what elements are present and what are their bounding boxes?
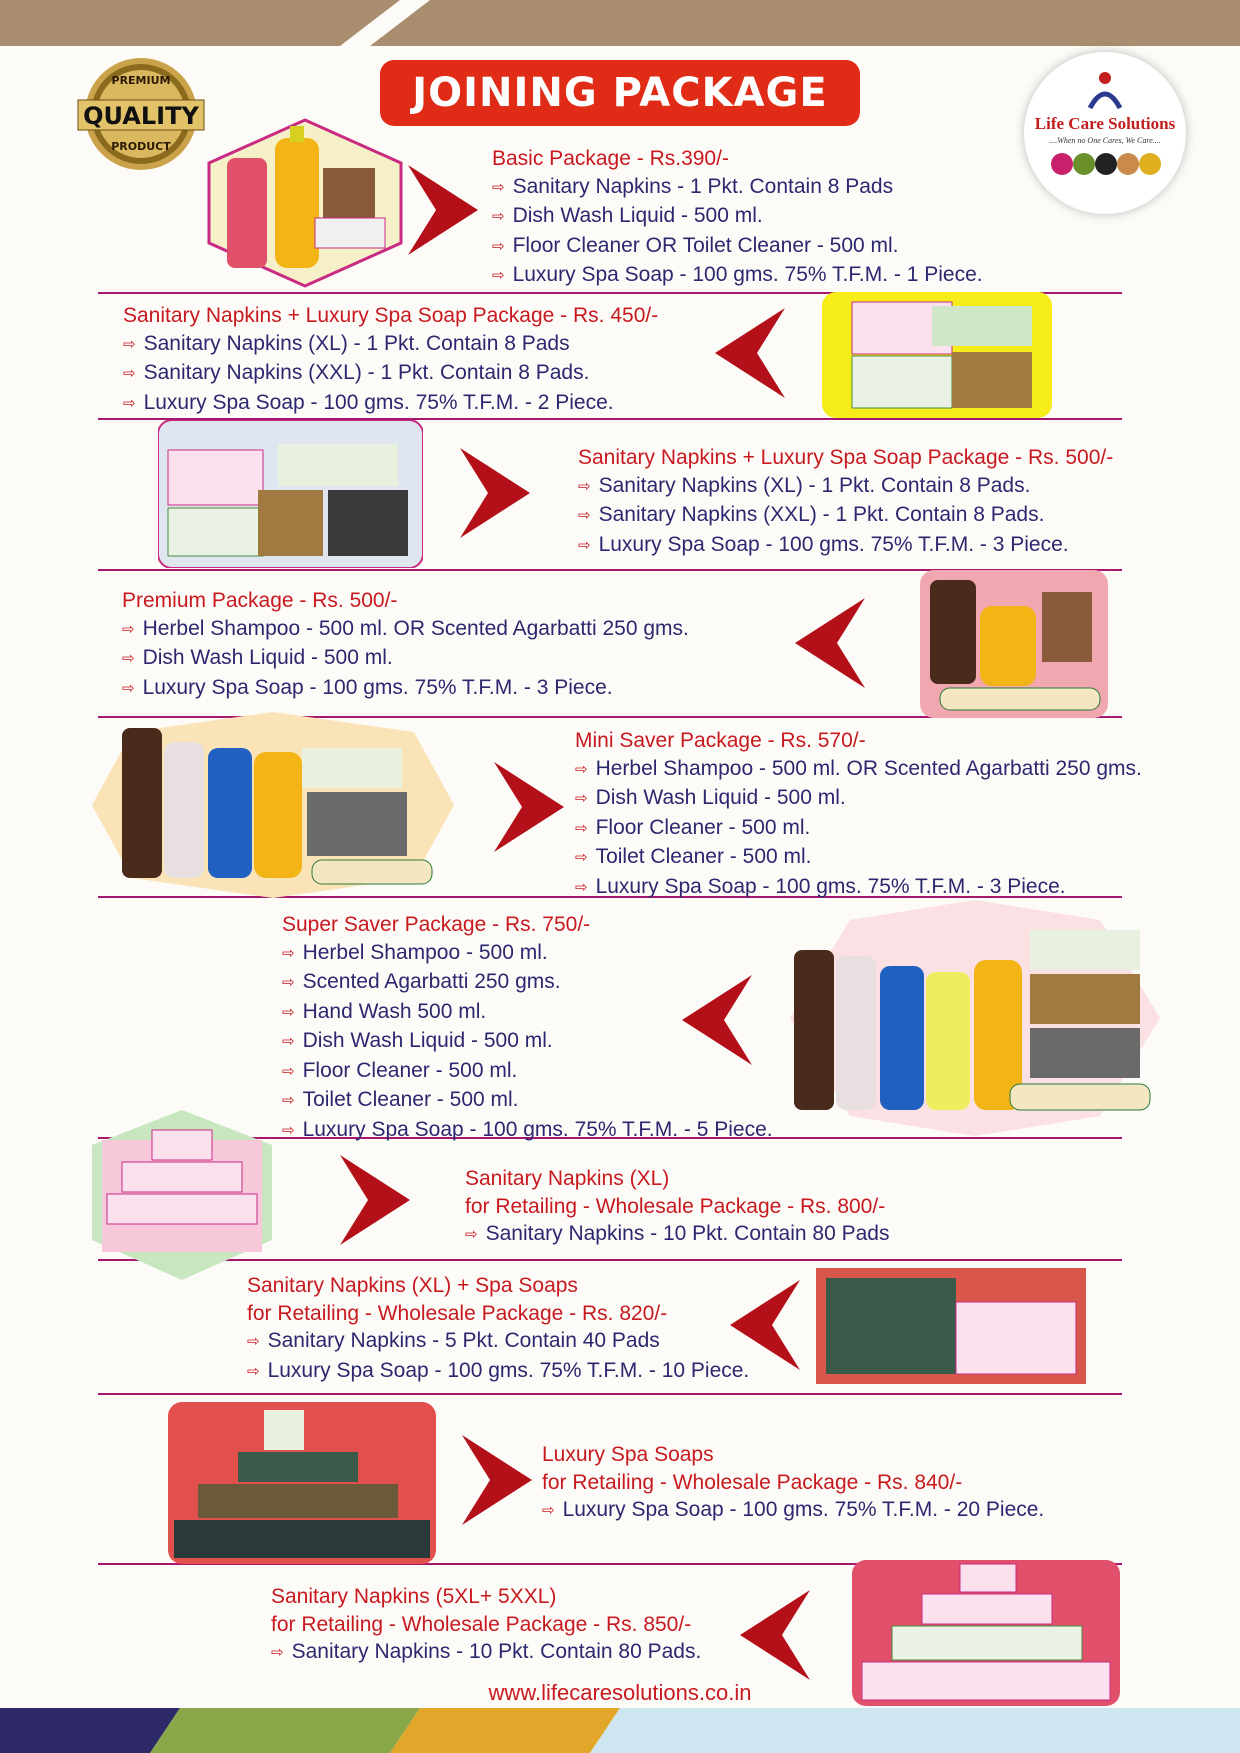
package-item: ⇨ Sanitary Napkins (XL) - 1 Pkt. Contain 8 Pads	[123, 331, 570, 355]
package-premium	[122, 587, 689, 703]
logo-figure-icon	[1084, 70, 1126, 112]
arrow-right-icon	[408, 165, 478, 255]
product-photo-sn-spa-retail	[816, 1268, 1086, 1384]
package-item: ⇨ Sanitary Napkins (XXL) - 1 Pkt. Contain 8 Pads.	[123, 361, 590, 384]
package-sn-spa-retail	[247, 1272, 749, 1386]
package-item: ⇨ Sanitary Napkins - 1 Pkt. Contain 8 Pads	[492, 174, 894, 198]
product-photo-sn-xl-retail	[92, 1110, 272, 1280]
package-item: ⇨ Luxury Spa Soap - 100 gms. 75% T.F.M. - 3 Piece.	[578, 532, 1069, 556]
package-item: ⇨ Hand Wash 500 ml.	[282, 999, 487, 1023]
premium-quality-seal	[76, 54, 206, 174]
package-sn-5xl-retail	[271, 1583, 701, 1668]
company-logo	[1024, 52, 1186, 214]
package-item: ⇨ Sanitary Napkins - 5 Pkt. Contain 40 Pads	[247, 1329, 660, 1352]
package-subtitle: for Retailing - Wholesale Package - Rs. 800/-	[465, 1194, 886, 1218]
package-title: Basic Package - Rs.390/-	[492, 147, 729, 170]
package-item: ⇨ Dish Wash Liquid - 500 ml.	[122, 646, 393, 669]
divider	[98, 1393, 1122, 1395]
logo-name: Life Care Solutions	[1034, 114, 1176, 133]
package-item: ⇨ Luxury Spa Soap - 100 gms. 75% T.F.M. - 3 Piece.	[575, 874, 1066, 898]
top-band	[0, 0, 1240, 46]
package-spa-soaps-retail	[542, 1441, 1044, 1526]
package-item: ⇨ Luxury Spa Soap - 100 gms. 75% T.F.M. - 1 Piece.	[492, 263, 983, 286]
package-item: ⇨ Luxury Spa Soap - 100 gms. 75% T.F.M. - 20 Piece.	[542, 1498, 1045, 1521]
logo-tagline: ....When no One Cares, We Care....	[1049, 136, 1161, 145]
package-item: ⇨ Herbel Shampoo - 500 ml. OR Scented Agarbatti 250 gms.	[575, 756, 1142, 780]
seal-bottom-text: PRODUCT	[111, 140, 171, 153]
package-item: ⇨ Scented Agarbatti 250 gms.	[282, 970, 561, 993]
product-photo-basic	[205, 118, 405, 288]
package-item: ⇨ Luxury Spa Soap - 100 gms. 75% T.F.M. - 5 Piece.	[282, 1117, 773, 1141]
arrow-right-icon	[340, 1155, 410, 1245]
product-photo-sn-spa-500	[158, 420, 423, 568]
arrow-left-icon	[730, 1280, 800, 1370]
arrow-left-icon	[715, 308, 785, 398]
product-photo-premium	[920, 570, 1108, 718]
package-item: ⇨ Toilet Cleaner - 500 ml.	[282, 1088, 519, 1111]
package-basic	[492, 145, 983, 291]
seal-middle-text: QUALITY	[83, 102, 199, 130]
logo-product-icons	[1050, 150, 1162, 178]
package-item: ⇨ Floor Cleaner OR Toilet Cleaner - 500 ml.	[492, 233, 899, 257]
package-subtitle: for Retailing - Wholesale Package - Rs. 840/-	[542, 1470, 963, 1494]
arrow-right-icon	[460, 448, 530, 538]
seal-top-text: PREMIUM	[111, 74, 171, 87]
package-item: ⇨ Sanitary Napkins - 10 Pkt. Contain 80 Pads	[465, 1222, 890, 1245]
product-photo-sn-spa-450	[822, 292, 1052, 418]
package-title: Sanitary Napkins (XL)	[465, 1167, 670, 1190]
arrow-left-icon	[740, 1590, 810, 1680]
product-photo-mini-saver	[92, 712, 454, 898]
product-photo-super-saver	[790, 900, 1160, 1136]
arrow-right-icon	[462, 1435, 532, 1525]
package-item: ⇨ Floor Cleaner - 500 ml.	[575, 815, 811, 839]
package-title: Sanitary Napkins (5XL+ 5XXL)	[271, 1585, 557, 1608]
package-item: ⇨ Herbel Shampoo - 500 ml.	[282, 940, 548, 964]
package-item: ⇨ Herbel Shampoo - 500 ml. OR Scented Agarbatti 250 gms.	[122, 616, 689, 640]
package-item: ⇨ Sanitary Napkins - 10 Pkt. Contain 80 Pads.	[271, 1640, 702, 1663]
package-item: ⇨ Luxury Spa Soap - 100 gms. 75% T.F.M. - 3 Piece.	[122, 675, 613, 699]
package-item: ⇨ Dish Wash Liquid - 500 ml.	[492, 204, 763, 227]
package-mini-saver	[575, 727, 1142, 902]
package-subtitle: for Retailing - Wholesale Package - Rs. 820/-	[247, 1301, 668, 1325]
arrow-left-icon	[795, 598, 865, 688]
product-photo-spa-soaps-retail	[168, 1402, 436, 1564]
package-item: ⇨ Floor Cleaner - 500 ml.	[282, 1058, 518, 1082]
package-title: Premium Package - Rs. 500/-	[122, 589, 398, 612]
package-title: Sanitary Napkins + Luxury Spa Soap Package - Rs. 450/-	[123, 304, 659, 327]
package-item: ⇨ Sanitary Napkins (XL) - 1 Pkt. Contain 8 Pads.	[578, 473, 1031, 497]
package-item: ⇨ Luxury Spa Soap - 100 gms. 75% T.F.M. - 2 Piece.	[123, 390, 614, 414]
package-item: ⇨ Dish Wash Liquid - 500 ml.	[575, 786, 846, 809]
package-title: Super Saver Package - Rs. 750/-	[282, 913, 591, 936]
package-title: Mini Saver Package - Rs. 570/-	[575, 729, 866, 752]
package-sn-spa-450	[123, 302, 658, 418]
package-item: ⇨ Dish Wash Liquid - 500 ml.	[282, 1029, 553, 1052]
arrow-left-icon	[682, 975, 752, 1065]
package-title: Sanitary Napkins (XL) + Spa Soaps	[247, 1274, 578, 1297]
package-item: ⇨ Toilet Cleaner - 500 ml.	[575, 845, 812, 868]
package-subtitle: for Retailing - Wholesale Package - Rs. 850/-	[271, 1612, 692, 1636]
website-link[interactable]: www.lifecaresolutions.co.in	[488, 1680, 752, 1705]
package-title: Luxury Spa Soaps	[542, 1443, 714, 1466]
package-title: Sanitary Napkins + Luxury Spa Soap Package - Rs. 500/-	[578, 446, 1114, 469]
arrow-right-icon	[494, 762, 564, 852]
package-item: ⇨ Luxury Spa Soap - 100 gms. 75% T.F.M. - 10 Piece.	[247, 1358, 750, 1382]
page-title: JOINING PACKAGE	[380, 60, 860, 126]
package-sn-xl-retail	[465, 1165, 889, 1250]
bottom-band	[0, 1708, 1240, 1753]
package-sn-spa-500	[578, 444, 1113, 560]
package-item: ⇨ Sanitary Napkins (XXL) - 1 Pkt. Contain 8 Pads.	[578, 503, 1045, 526]
